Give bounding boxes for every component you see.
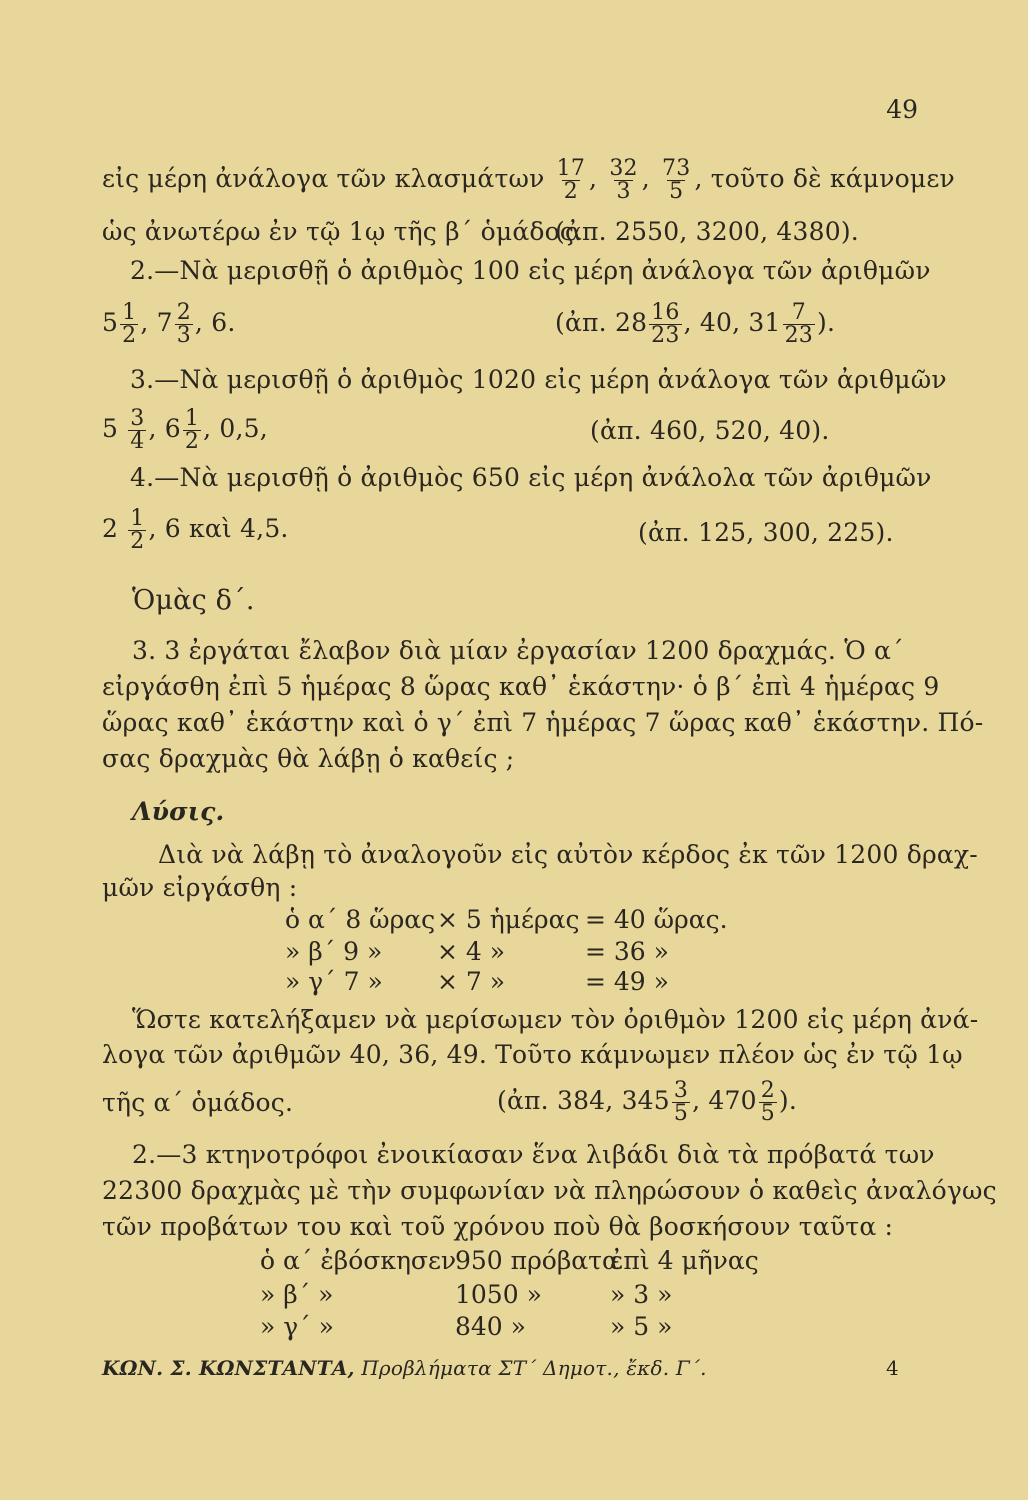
group-title: Ὁμὰς δ΄. — [132, 585, 255, 616]
fraction-73-5: $\frac{73}{5}$ — [662, 156, 691, 204]
sheep-row-a-count: 950 πρόβατα — [455, 1246, 619, 1275]
footer-signature: 4 — [886, 1356, 899, 1380]
footer-citation — [102, 1353, 707, 1383]
sheep-row-a-months: ἐπὶ 4 μῆνας — [610, 1246, 759, 1275]
fraction-17-2: $\frac{17}{2}$ — [556, 156, 586, 204]
exercise-3-text: 3.—Νὰ μερισθῇ ὁ ἀριθμὸς 1020 εἰς μέρη ἀνάλογα τῶν ἀριθμῶν — [130, 365, 947, 394]
conclusion-line-3: τῆς α΄ ὁμάδος. — [102, 1088, 294, 1117]
hours-row-c-label: » γ΄ 7 » — [285, 967, 383, 996]
problem-2-line-1: 2.—3 κτηνοτρόφοι ἐνοικίασαν ἕνα λιβάδι διὰ τὰ πρόβατά των — [132, 1140, 935, 1169]
exercise-4-answer: (ἀπ. 125, 300, 225). — [638, 518, 894, 547]
problem-2-line-2: 22300 δραχμὰς μὲ τὴν συμφωνίαν νὰ πληρώσουν ὁ καθεὶς ἀναλόγως — [102, 1176, 997, 1205]
hours-row-a-result: = 40 ὥρας. — [585, 905, 728, 934]
exercise-4-numbers: 2 $\frac{1}{2}$ , 6 καὶ 4,5. — [102, 506, 289, 554]
conclusion-line-1: Ὥστε κατελήξαμεν νὰ μερίσωμεν τὸν ὀριθμὸν 1200 εἰς μέρη ἀνά- — [132, 1005, 979, 1034]
sheep-row-c-count: 840 » — [455, 1312, 526, 1341]
intro-lead: εἰς μέρη ἀνάλογα τῶν κλασμάτων — [102, 164, 545, 193]
exercise-2-numbers: 5 $\frac{1}{2}$ , 7 $\frac{2}{3}$ , 6. — [102, 300, 236, 348]
sheep-row-b-count: 1050 » — [455, 1280, 542, 1309]
exercise-4-text: 4.—Νὰ μερισθῇ ὁ ἀριθμὸς 650 εἰς μέρη ἀνάλολα τῶν ἀριθμῶν — [130, 463, 932, 492]
hours-row-a-label: ὁ α΄ 8 ὥρας — [285, 905, 436, 934]
fraction-32-3: $\frac{32}{3}$ — [609, 156, 638, 204]
intro-answer: (ἀπ. 2550, 3200, 4380). — [555, 217, 859, 246]
footer-book: Προβλήματα ΣΤ΄ Δημοτ., ἔκδ. Γ΄. — [361, 1356, 707, 1380]
problem-3-line-2: εἰργάσθη ἐπὶ 5 ἡμέρας 8 ὥρας καθ᾽ ἑκάστην· ὁ β΄ ἐπὶ 4 ἡμέρας 9 — [102, 672, 940, 701]
hours-row-a-mult: × 5 ἡμέρας — [437, 905, 580, 934]
sheep-row-c-label: » γ΄ » — [260, 1312, 334, 1341]
sheep-row-b-label: » β΄ » — [260, 1280, 334, 1309]
hours-row-c-mult: × 7 » — [437, 967, 506, 996]
exercise-3-numbers: 5 $\frac{3}{4}$ , 6 $\frac{1}{2}$ , 0,5, — [102, 406, 268, 454]
problem-3-answer: (ἀπ. 384, 345 $\frac{3}{5}$ , 470 $\frac{2}{5}$ ). — [497, 1078, 798, 1126]
problem-3-line-4: σας δραχμὰς θὰ λάβῃ ὁ καθείς ; — [102, 744, 515, 773]
problem-3-line-1: 3. 3 ἐργάται ἔλαβον διὰ μίαν ἐργασίαν 1200 δραχμάς. Ὁ α΄ — [132, 636, 904, 665]
sheep-row-c-months: » 5 » — [610, 1312, 673, 1341]
sheep-row-b-months: » 3 » — [610, 1280, 673, 1309]
conclusion-line-2: λογα τῶν ἀριθμῶν 40, 36, 49. Τοῦτο κάμνωμεν πλέον ὡς ἐν τῷ 1ῳ — [102, 1040, 963, 1069]
sheep-row-a-label: ὁ α΄ ἐβόσκησεν — [260, 1246, 457, 1275]
exercise-2-answer: (ἀπ. 28 $\frac{16}{23}$ , 40, 31 $\frac{7}{23}$ ). — [555, 300, 836, 348]
exercise-2-text: 2.—Νὰ μερισθῇ ὁ ἀριθμὸς 100 εἰς μέρη ἀνάλογα τῶν ἀριθμῶν — [130, 256, 931, 285]
hours-row-b-label: » β΄ 9 » — [285, 937, 383, 966]
solution-label: Λύσις. — [132, 797, 225, 826]
problem-3-line-3: ὥρας καθ᾽ ἑκάστην καὶ ὁ γ΄ ἐπὶ 7 ἡμέρας 7 ὥρας καθ᾽ ἑκάστην. Πό- — [102, 708, 984, 737]
problem-2-line-3: τῶν προβάτων του καὶ τοῦ χρόνου ποὺ θὰ βοσκήσουν ταῦτα : — [102, 1212, 894, 1241]
intro-line-2: ὡς ἀνωτέρω ἐν τῷ 1ῳ τῆς β΄ ὁμάδος. — [102, 217, 583, 246]
page-number: 49 — [886, 95, 918, 124]
intro-line-1: εἰς μέρη ἀνάλογα τῶν κλασμάτων $\frac{17}{2}$ , $\frac{32}{3}$ , $\frac{73}{5}$ , τοῦτο δὲ κάμνομεν — [102, 156, 955, 204]
intro-tail: , τοῦτο δὲ κάμνομεν — [694, 164, 955, 193]
exercise-3-answer: (ἀπ. 460, 520, 40). — [590, 416, 830, 445]
solution-line-1: Διὰ νὰ λάβῃ τὸ ἀναλογοῦν εἰς αὐτὸν κέρδος ἐκ τῶν 1200 δραχ- — [158, 840, 978, 869]
hours-row-b-result: = 36 » — [585, 937, 669, 966]
hours-row-b-mult: × 4 » — [437, 937, 506, 966]
solution-line-2: μῶν εἰργάσθη : — [102, 873, 298, 902]
hours-row-c-result: = 49 » — [585, 967, 669, 996]
footer-author: ΚΩΝ. Σ. ΚΩΝΣΤΑΝΤΑ, — [102, 1356, 355, 1380]
